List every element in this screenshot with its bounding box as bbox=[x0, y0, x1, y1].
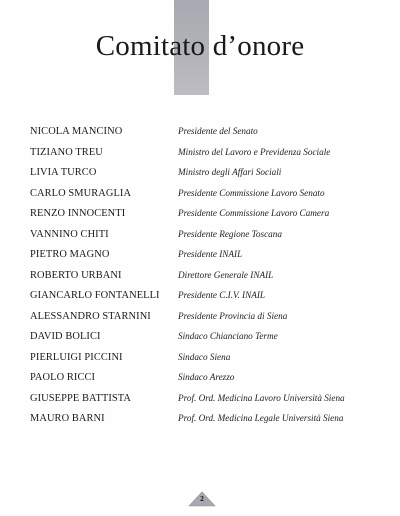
committee-row bbox=[30, 388, 390, 409]
member-name: TIZIANO TREU bbox=[30, 146, 103, 158]
member-role: Prof. Ord. Medicina Legale Università Siena bbox=[178, 413, 344, 423]
member-name: RENZO INNOCENTI bbox=[30, 208, 126, 219]
member-role: Presidente Regione Toscana bbox=[178, 228, 282, 239]
member-name: LIVIA TURCO bbox=[30, 167, 97, 178]
member-name: ALESSANDRO STARNINI bbox=[30, 310, 151, 322]
member-name: GIANCARLO FONTANELLI bbox=[30, 290, 160, 301]
member-role: Ministro del Lavoro e Previdenza Sociale bbox=[178, 146, 331, 157]
page-title: Comitato d’onore bbox=[95, 30, 305, 62]
committee-row bbox=[30, 347, 390, 368]
committee-row bbox=[30, 265, 390, 286]
member-role: Presidente INAIL bbox=[178, 249, 243, 259]
committee-row bbox=[30, 183, 390, 204]
member-name: ROBERTO URBANI bbox=[30, 269, 122, 281]
committee-row bbox=[30, 408, 390, 429]
committee-row bbox=[30, 326, 390, 347]
member-role: Prof. Ord. Medicina Lavoro Università Siena bbox=[178, 392, 345, 403]
member-name: MAURO BARNI bbox=[30, 413, 105, 424]
committee-row bbox=[30, 224, 390, 245]
member-name: PIERLUIGI PICCINI bbox=[30, 351, 123, 363]
committee-row bbox=[30, 285, 390, 306]
committee-row bbox=[30, 244, 390, 265]
committee-row bbox=[30, 306, 390, 327]
member-role: Presidente Commissione Lavoro Camera bbox=[178, 208, 330, 218]
member-role: Presidente del Senato bbox=[178, 126, 258, 136]
member-name: CARLO SMURAGLIA bbox=[30, 187, 132, 199]
member-role: Presidente C.I.V. INAIL bbox=[178, 290, 266, 300]
member-role: Presidente Provincia di Siena bbox=[178, 310, 288, 321]
member-name: PAOLO RICCI bbox=[30, 372, 96, 383]
page-number: 2 bbox=[200, 494, 204, 503]
member-name: NICOLA MANCINO bbox=[30, 126, 123, 137]
committee-row bbox=[30, 162, 390, 183]
member-name: PIETRO MAGNO bbox=[30, 249, 110, 260]
member-role: Presidente Commissione Lavoro Senato bbox=[178, 187, 325, 198]
page-number-marker bbox=[188, 491, 216, 507]
committee-row bbox=[30, 203, 390, 224]
committee-list bbox=[30, 121, 390, 429]
member-name: VANNINO CHITI bbox=[30, 228, 109, 240]
member-role: Direttore Generale INAIL bbox=[178, 269, 274, 280]
member-role: Sindaco Arezzo bbox=[178, 372, 235, 382]
committee-row bbox=[30, 121, 390, 142]
member-name: DAVID BOLICI bbox=[30, 331, 101, 342]
member-role: Ministro degli Affari Sociali bbox=[178, 167, 282, 177]
member-role: Sindaco Chianciano Terme bbox=[178, 331, 278, 341]
committee-row bbox=[30, 142, 390, 163]
committee-row bbox=[30, 367, 390, 388]
member-role: Sindaco Siena bbox=[178, 351, 231, 362]
member-name: GIUSEPPE BATTISTA bbox=[30, 392, 132, 404]
